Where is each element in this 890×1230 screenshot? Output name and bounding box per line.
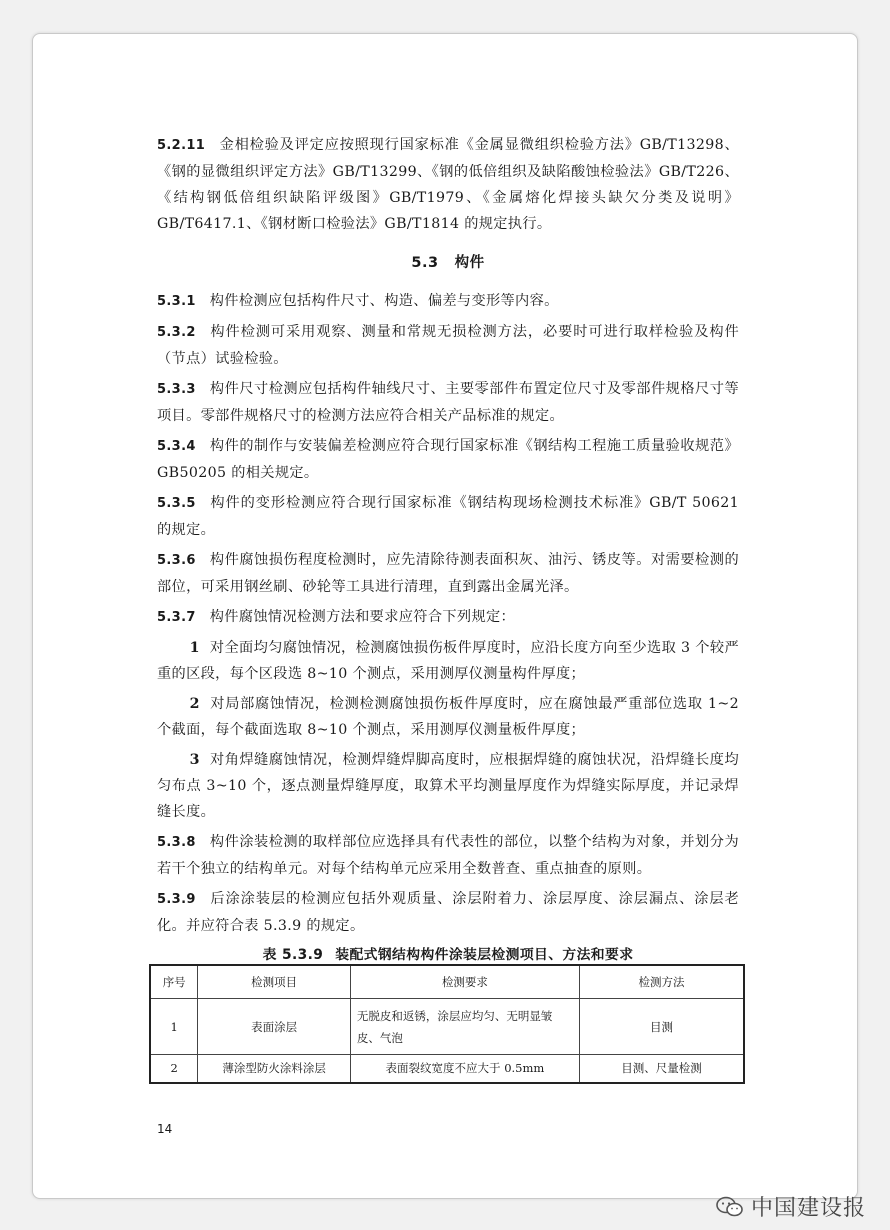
page-number: 14 [157, 1122, 173, 1136]
clause-5-2-11 [157, 132, 739, 237]
clause-text: 构件涂装检测的取样部位应选择具有代表性的部位，以整个结构为对象，并划分为若干个独立的结构单元。对每个结构单元应采用全数普查、重点抽查的原则。 [157, 834, 739, 877]
cell-seq: 1 [150, 999, 198, 1055]
clause-5-3-4 [157, 433, 739, 486]
item-number: 2 [189, 696, 200, 712]
clause-number: 5.3.9 [157, 892, 196, 907]
cell-item: 薄涂型防火涂料涂层 [198, 1055, 350, 1083]
watermark-text: 中国建设报 [750, 1196, 866, 1221]
list-item [157, 635, 739, 687]
clause-number: 5.3.1 [157, 294, 196, 309]
cell-item: 表面涂层 [198, 999, 350, 1055]
item-text: 对局部腐蚀情况，检测检测腐蚀损伤板件厚度时，应在腐蚀最严重部位选取 1~2 个截面，每个截面选取 8~10 个测点，采用测厚仪测量板件厚度； [157, 696, 739, 738]
list-item [157, 691, 739, 743]
clause-text: 后涂涂装层的检测应包括外观质量、涂层附着力、涂层厚度、涂层漏点、涂层老化。并应符合表 5.3.9 的规定。 [157, 891, 739, 934]
header-req: 检测要求 [350, 965, 579, 999]
clause-number: 5.3.2 [157, 325, 196, 340]
inspection-table [149, 964, 745, 1084]
clause-number: 5.3.5 [157, 496, 196, 511]
clause-text: 构件尺寸检测应包括构件轴线尺寸、主要零部件布置定位尺寸及零部件规格尺寸等项目。零部件规格尺寸的检测方法应符合相关产品标准的规定。 [157, 381, 739, 424]
table-row [150, 999, 744, 1055]
wechat-icon [715, 1195, 745, 1219]
table-number: 表 5.3.9 [262, 947, 324, 963]
cell-req: 无脱皮和返锈，涂层应均匀、无明显皱皮、气泡 [350, 999, 579, 1055]
clause-number: 5.3.6 [157, 553, 196, 568]
table-row [150, 1055, 744, 1083]
item-text: 对全面均匀腐蚀情况，检测腐蚀损伤板件厚度时，应沿长度方向至少选取 3 个较严重的区段，每个区段选 8~10 个测点，采用测厚仪测量构件厚度； [157, 640, 739, 682]
clause-5-3-9 [157, 886, 739, 939]
clause-number: 5.3.8 [157, 835, 196, 850]
table-caption [157, 943, 739, 963]
clause-number: 5.2.11 [157, 138, 206, 153]
clause-5-3-1 [157, 288, 739, 315]
table-title: 装配式钢结构构件涂装层检测项目、方法和要求 [335, 947, 634, 963]
clause-text: 金相检验及评定应按照现行国家标准《金属显微组织检验方法》GB/T13298、《钢的显微组织评定方法》GB/T13299、《钢的低倍组织及缺陷酸蚀检验法》GB/T226、《结构钢低倍组织缺陷评级图》GB/T1979、《金属熔化焊接头缺欠分类及说明》GB/T6417.1、《钢材断口检验法》GB/T1814 的规定执行。 [157, 137, 739, 232]
cell-method: 目测 [580, 999, 744, 1055]
document-page [32, 33, 858, 1199]
header-seq: 序号 [150, 965, 198, 999]
clause-text: 构件检测可采用观察、测量和常规无损检测方法，必要时可进行取样检验及构件（节点）试验检验。 [157, 324, 739, 367]
clause-number: 5.3.3 [157, 382, 196, 397]
watermark [715, 1191, 866, 1222]
list-item [157, 747, 739, 825]
table-header-row [150, 965, 744, 999]
clause-5-3-8 [157, 829, 739, 882]
header-item: 检测项目 [198, 965, 350, 999]
clause-5-3-7 [157, 604, 739, 631]
clause-text: 构件的制作与安装偏差检测应符合现行国家标准《钢结构工程施工质量验收规范》GB50205 的相关规定。 [157, 438, 739, 481]
section-title: 构件 [454, 255, 485, 271]
clause-5-3-6 [157, 547, 739, 600]
clause-number: 5.3.7 [157, 610, 196, 625]
clause-number: 5.3.4 [157, 439, 196, 454]
clause-5-3-3 [157, 376, 739, 429]
item-number: 1 [189, 640, 200, 656]
page-content [157, 132, 739, 969]
section-number: 5.3 [411, 255, 439, 271]
cell-method: 目测、尺量检测 [580, 1055, 744, 1083]
item-text: 对角焊缝腐蚀情况，检测焊缝焊脚高度时，应根据焊缝的腐蚀状况，沿焊缝长度均匀布点 3~10 个，逐点测量焊缝厚度，取算术平均测量厚度作为焊缝实际厚度，并记录焊缝长度。 [157, 752, 739, 820]
clause-text: 构件腐蚀情况检测方法和要求应符合下列规定： [209, 609, 516, 625]
header-method: 检测方法 [580, 965, 744, 999]
clause-text: 构件腐蚀损伤程度检测时，应先清除待测表面积灰、油污、锈皮等。对需要检测的部位，可采用钢丝刷、砂轮等工具进行清理，直到露出金属光泽。 [157, 552, 739, 595]
clause-5-3-5 [157, 490, 739, 543]
cell-seq: 2 [150, 1055, 198, 1083]
cell-req: 表面裂纹宽度不应大于 0.5mm [350, 1055, 579, 1083]
item-number: 3 [189, 752, 200, 768]
clause-text: 构件检测应包括构件尺寸、构造、偏差与变形等内容。 [209, 293, 559, 309]
section-heading [157, 251, 739, 272]
clause-5-3-2 [157, 319, 739, 372]
clause-text: 构件的变形检测应符合现行国家标准《钢结构现场检测技术标准》GB/T 50621 的规定。 [157, 495, 739, 538]
